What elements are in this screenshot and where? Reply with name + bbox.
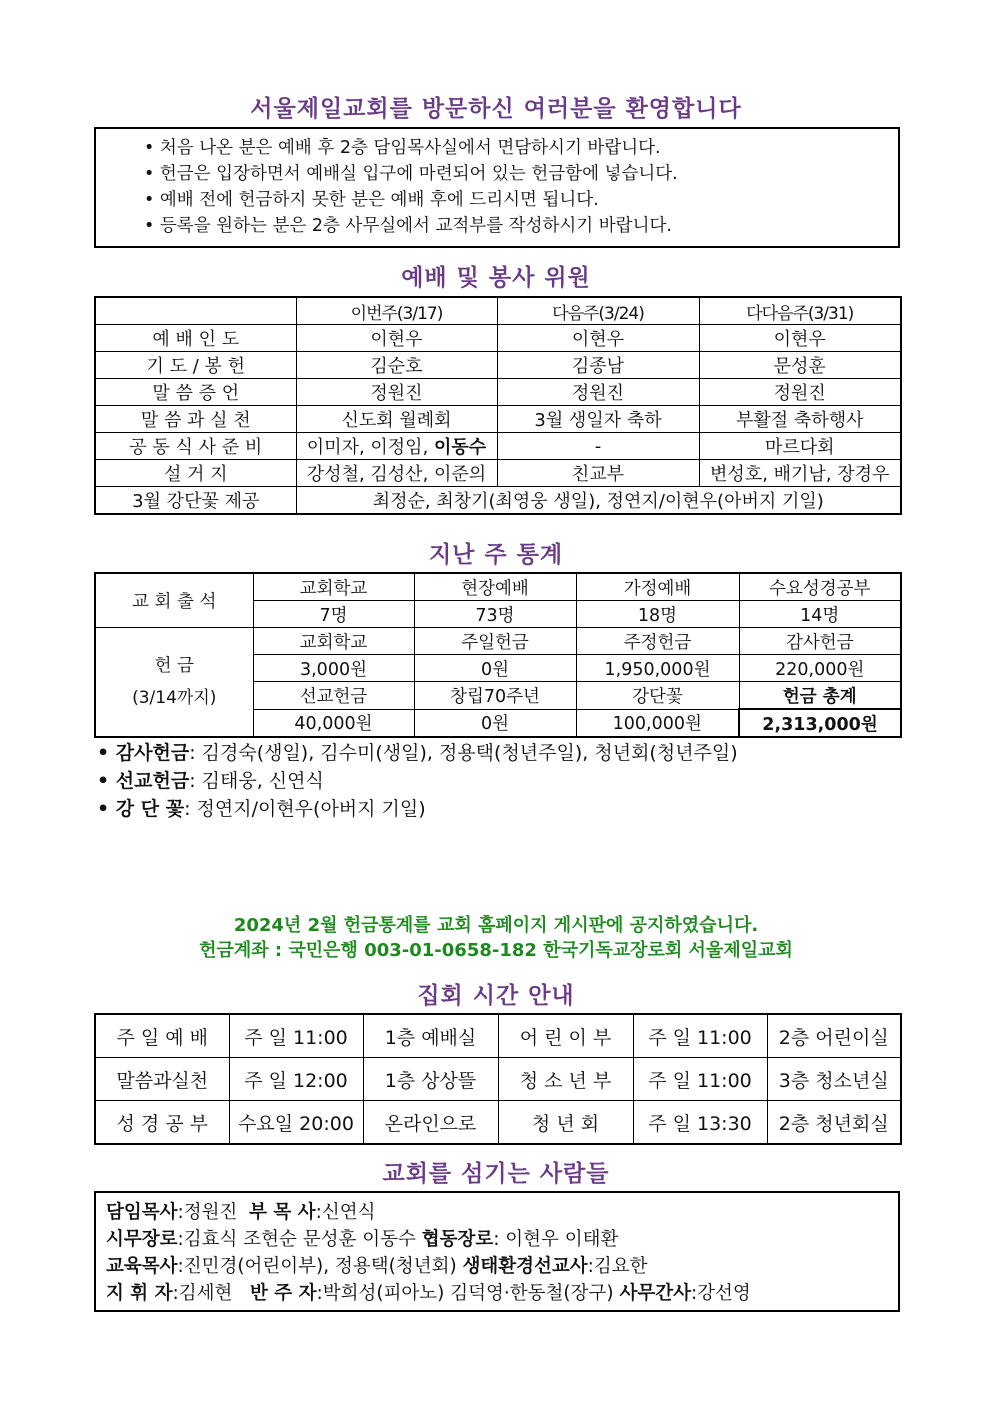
staff-names: :김세현 [172,1283,250,1304]
service-title: 예배 및 봉사 위원 [401,265,591,291]
note-line [97,795,738,823]
table-cell: 정원진 [699,379,901,406]
note-text: : 김태웅, 신연식 [189,770,324,792]
table-row [95,297,901,325]
table-cell [95,297,296,325]
table-cell: 주정헌금 [576,628,739,655]
table-cell: 2층 청년회실 [767,1101,901,1145]
table-cell: 현장예배 [414,573,576,601]
staff-box [94,1191,900,1312]
staff-role: 교육목사 [106,1256,178,1277]
table-row [95,406,901,433]
staff-role: 담임목사 [106,1202,178,1223]
table-cell: 1층 예배실 [363,1014,498,1058]
table-cell: 말 씀 증 언 [95,379,296,406]
table-cell: 100,000원 [576,709,739,737]
staff-role: 지 휘 자 [106,1283,173,1304]
table-row [95,1058,901,1101]
staff-names: : 이현우 이태환 [493,1229,619,1250]
note-label: • 감사헌금 [97,742,190,764]
table-cell: 성 경 공 부 [95,1101,229,1145]
stats-title: 지난 주 통계 [428,542,564,568]
table-cell: 다다음주(3/31) [699,297,901,325]
table-cell: 0원 [414,655,576,682]
table-row [95,1014,901,1058]
staff-line [106,1253,898,1280]
table-cell: 변성호, 배기남, 장경우 [699,460,901,487]
meal-names: 이미자, 이정임, [306,437,435,458]
note-line [97,739,738,767]
table-cell: 수요일 20:00 [229,1101,363,1145]
table-cell: 이현우 [497,325,699,352]
offering-notes [97,739,738,823]
staff-names: :정원진 [177,1202,250,1223]
table-row [95,487,901,515]
staff-line [106,1199,898,1226]
note-line [97,767,738,795]
table-cell: 정원진 [497,379,699,406]
table-cell: 최정순, 최창기(최영웅 생일), 정연지/이현우(아버지 기일) [296,487,901,515]
table-cell: 청 소 년 부 [498,1058,633,1101]
table-row [95,325,901,352]
table-cell: 3월 생일자 축하 [497,406,699,433]
staff-names: :신연식 [315,1202,376,1223]
table-cell: 창립70주년 [414,682,576,710]
welcome-title: 서울제일교회를 방문하신 여러분을 환영합니다 [250,96,742,122]
note-text: : 정연지/이현우(아버지 기일) [184,798,426,820]
table-cell: 교회학교 [253,628,414,655]
table-cell: 강성철, 김성산, 이준의 [296,460,497,487]
table-cell: 주 일 12:00 [229,1058,363,1101]
table-cell: 정원진 [296,379,497,406]
table-cell [296,433,497,460]
table-cell: 선교헌금 [253,682,414,710]
staff-title: 교회를 섬기는 사람들 [382,1161,610,1187]
staff-role: 생태환경선교사 [462,1256,588,1277]
meal-name-bold: 이동수 [434,437,487,458]
table-cell: 73명 [414,601,576,628]
table-cell: 부활절 축하행사 [699,406,901,433]
staff-line [106,1280,898,1307]
table-cell: 기 도 / 봉 헌 [95,352,296,379]
account-line: 헌금계좌 : 국민은행 003-01-0658-182 한국기독교장로회 서울제일교회 [199,940,793,961]
staff-role: 시무장로 [106,1229,178,1250]
staff-role: 반 주 자 [250,1283,317,1304]
table-cell: 이현우 [296,325,497,352]
staff-names: :진민경(어린이부), 정용택(청년회) [177,1256,463,1277]
meetings-title: 집회 시간 안내 [417,983,575,1009]
announce-line: 2024년 2월 헌금통계를 교회 홈페이지 게시판에 공지하였습니다. [233,915,759,936]
staff-names: :김효식 조현순 문성훈 이동수 [177,1229,422,1250]
welcome-line: • 헌금은 입장하면서 예배실 입구에 마련되어 있는 헌금함에 넣습니다. [144,164,678,184]
table-cell: 주 일 13:30 [633,1101,767,1145]
staff-names: :강선영 [690,1283,751,1304]
table-cell: 주 일 예 배 [95,1014,229,1058]
service-table [94,296,902,515]
table-row [95,1101,901,1145]
staff-names: :박희성(피아노) 김덕영·한동철(장구) [316,1283,620,1304]
staff-role: 협동장로 [421,1229,494,1250]
attendance-label: 교 회 출 석 [95,573,253,628]
table-cell: 3,000원 [253,655,414,682]
table-cell: 김순호 [296,352,497,379]
table-row [95,379,901,406]
table-cell: 예 배 인 도 [95,325,296,352]
table-cell: 40,000원 [253,709,414,737]
table-cell: 가정예배 [576,573,739,601]
staff-role: 부 목 사 [249,1202,316,1223]
table-cell: 말씀과실천 [95,1058,229,1101]
total-cell: 2,313,000원 [739,709,901,737]
stats-table [94,572,902,738]
table-cell: 온라인으로 [363,1101,498,1145]
welcome-line: • 처음 나온 분은 예배 후 2층 담임목사실에서 면담하시기 바랍니다. [144,138,661,158]
offering-label-sub: (3/14까지) [132,688,217,708]
table-row [95,573,901,601]
offering-label-text: 헌 금 [154,656,194,676]
welcome-line: • 등록을 원하는 분은 2층 사무실에서 교적부를 작성하시기 바랍니다. [144,216,672,236]
table-cell: 주 일 11:00 [633,1058,767,1101]
table-cell: 1층 상상뜰 [363,1058,498,1101]
table-cell: 교회학교 [253,573,414,601]
table-cell: 친교부 [497,460,699,487]
note-label: • 선교헌금 [97,770,190,792]
table-cell: 설 거 지 [95,460,296,487]
table-cell: 문성훈 [699,352,901,379]
table-cell: 이현우 [699,325,901,352]
table-cell: 0원 [414,709,576,737]
table-cell: 김종남 [497,352,699,379]
table-cell: 말 씀 과 실 천 [95,406,296,433]
table-cell: 청 년 회 [498,1101,633,1145]
table-cell: 2층 어린이실 [767,1014,901,1058]
table-cell: 220,000원 [739,655,901,682]
table-cell: 감사헌금 [739,628,901,655]
table-row [95,433,901,460]
table-cell: 주 일 11:00 [633,1014,767,1058]
staff-names: :김요한 [587,1256,648,1277]
note-label: • 강 단 꽃 [97,798,185,820]
table-cell: 다음주(3/24) [497,297,699,325]
table-cell: 마르다회 [699,433,901,460]
table-row [95,628,901,655]
welcome-line: • 예배 전에 헌금하지 못한 분은 예배 후에 드리시면 됩니다. [144,190,599,210]
table-cell: 18명 [576,601,739,628]
meetings-table [94,1013,902,1145]
table-cell: 강단꽃 [576,682,739,710]
table-cell: 3층 청소년실 [767,1058,901,1101]
table-cell: 수요성경공부 [739,573,901,601]
table-cell: 헌금 총계 [739,682,901,710]
table-cell: 7명 [253,601,414,628]
staff-line [106,1226,898,1253]
offering-label [95,628,253,738]
table-cell: 3월 강단꽃 제공 [95,487,296,515]
table-row [95,460,901,487]
table-cell: 1,950,000원 [576,655,739,682]
table-cell: 신도회 월례회 [296,406,497,433]
table-cell: 주일헌금 [414,628,576,655]
table-cell: 어 린 이 부 [498,1014,633,1058]
table-cell: 14명 [739,601,901,628]
table-cell: 이번주(3/17) [296,297,497,325]
staff-role: 사무간사 [619,1283,691,1304]
table-cell: 주 일 11:00 [229,1014,363,1058]
welcome-box [94,127,900,248]
table-cell: 공 동 식 사 준 비 [95,433,296,460]
table-cell: - [497,433,699,460]
note-text: : 김경숙(생일), 김수미(생일), 정용택(청년주일), 청년회(청년주일) [189,742,738,764]
table-row [95,352,901,379]
